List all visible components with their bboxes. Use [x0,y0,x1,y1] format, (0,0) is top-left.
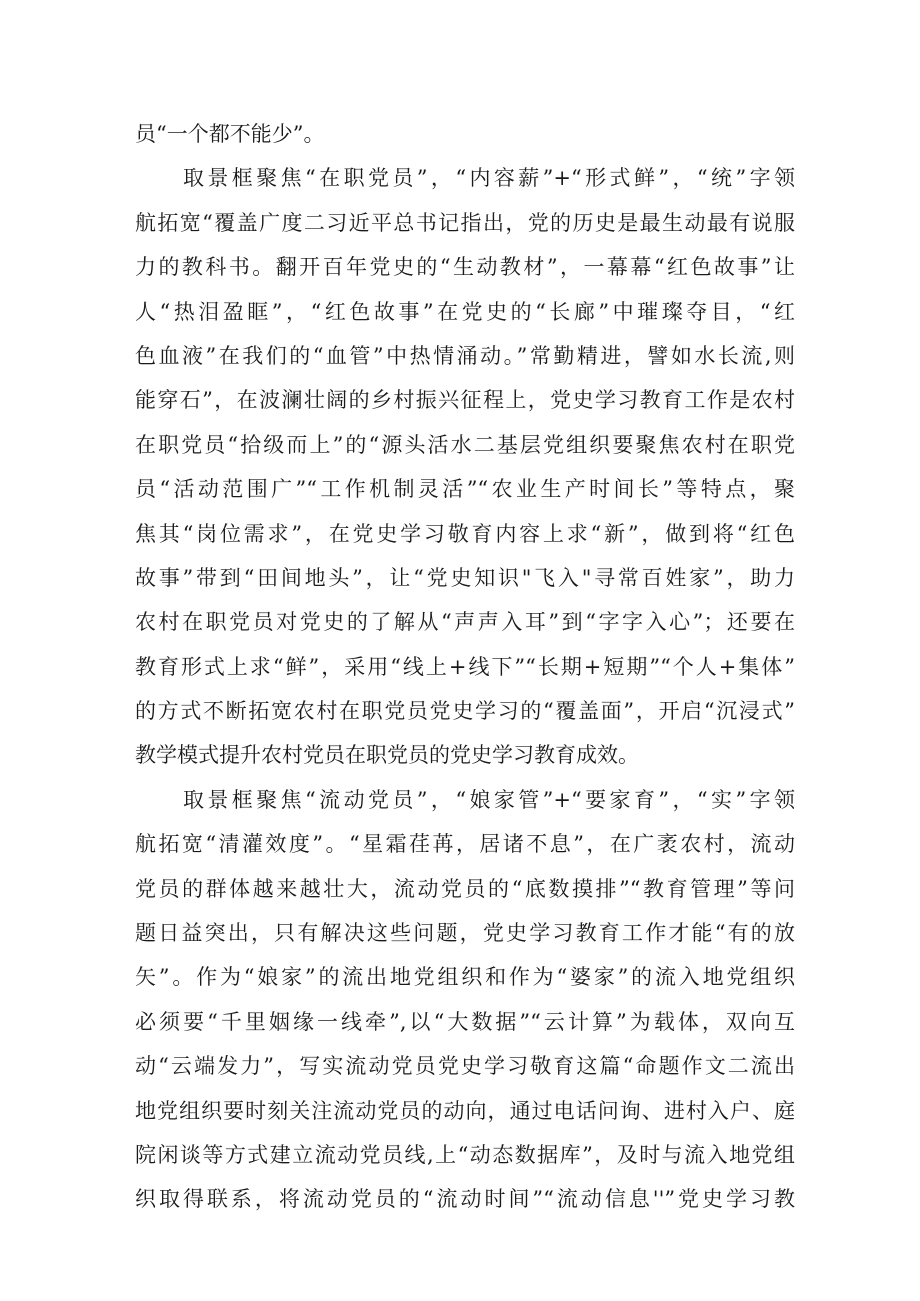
text-line: 能穿石”，在波澜壮阔的乡村振兴征程上，党史学习教育工作是农村 [135,388,795,413]
text-line: 教学模式提升农村党员在职党员的党史学习教育成效。 [135,743,639,768]
text-line: 党员的群体越来越壮大，流动党员的“底数摸排”“教育管理”等问 [135,876,795,901]
text-line: 员“一个都不能少”。 [135,122,325,146]
text-line: 航拓宽“清灌效度”。“星霜荏苒，居诸不息”，在广袤农村，流动 [135,832,795,857]
text-line: 人“热泪盈眶”，“红色故事”在党史的“长廊”中璀璨夺目，“红 [135,299,795,324]
text-line: 矢”。作为“娘家”的流出地党组织和作为“婆家”的流入地党组织 [135,965,795,990]
body-text [135,112,795,1222]
text-line: 题日益突出，只有解决这些问题，党史学习教育工作才能“有的放 [135,921,795,946]
text-line: 员“活动范围广”“工作机制灵活”“农业生产时间长”等特点，聚 [135,477,795,502]
text-line: 色血液”在我们的“血管”中热情涌动。”常勤精进，譬如水长流,则 [135,343,795,368]
text-line: 院闲谈等方式建立流动党员线,上“动态数据库”，及时与流入地党组 [135,1142,795,1167]
text-line: 地党组织要时刻关注流动党员的动向，通过电话问询、进村入户、庭 [135,1098,795,1123]
text-line: 必须要“千里姻缘一线牵”,以“大数据”“云计算”为载体，双向互 [135,1009,795,1034]
text-line: 教育形式上求“鲜”，采用“线上+线下”“长期+短期”“个人+集体” [135,654,795,679]
paragraph-start-line: 取景框聚焦“流动党员”，“娘家管”+“要家育”，“实”字领 [183,787,795,812]
text-line: 力的教科书。翻开百年党史的“生动教材”，一幕幕“红色故事”让 [135,255,795,280]
text-line: 航拓宽“覆盖广度二习近平总书记指出，党的历史是最生动最有说服 [135,210,795,235]
text-line: 的方式不断拓宽农村在职党员党史学习的“覆盖面”，开启“沉浸式” [135,699,795,724]
text-line: 在职党员“拾级而上”的“源头活水二基层党组织要聚焦农村在职党 [135,432,795,457]
paragraph-start-line: 取景框聚焦“在职党员”，“内容薪”+“形式鲜”，“统”字领 [183,166,795,191]
text-line: 动“云端发力”，写实流动党员党史学习敬育这篇“命题作文二流出 [135,1054,795,1079]
text-line: 织取得联系，将流动党员的“流动时间”“流动信息''”党史学习教 [135,1187,795,1212]
text-line: 农村在职党员对党史的了解从“声声入耳”到“字字入心”；还要在 [135,610,795,635]
text-line: 焦其“岗位需求”，在党史学习敬育内容上求“新”，做到将“红色 [135,521,795,546]
text-line: 故事”带到“田间地头”，让“党史知识"飞入"寻常百姓家”，助力 [135,565,795,590]
